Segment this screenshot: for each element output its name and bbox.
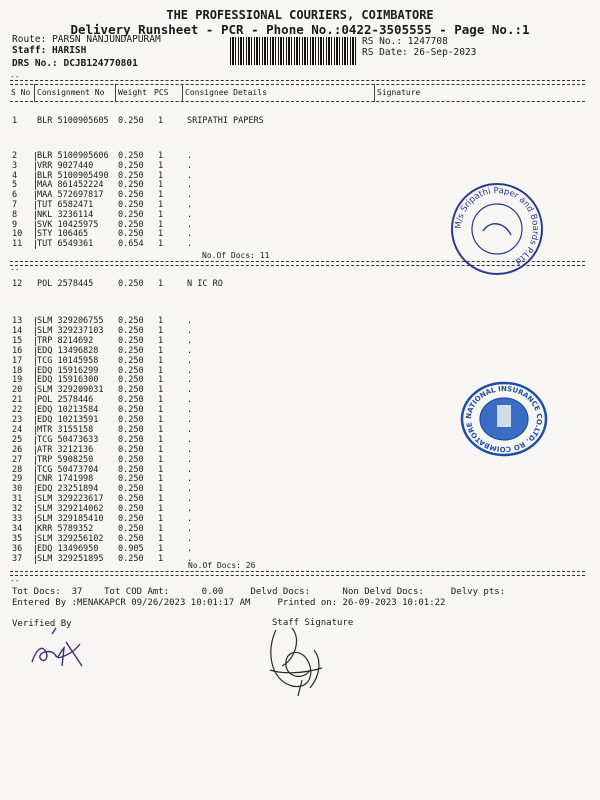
rs-date: RS Date: 26-Sep-2023 — [362, 47, 477, 58]
pcs: 1 — [158, 279, 164, 289]
runsheet-subtitle: Delivery Runsheet - PCR - Phone No.:0422-3505555 - Page No.:1 — [70, 22, 530, 37]
col-weight: Weight — [118, 88, 147, 97]
pcs: 1 — [158, 454, 164, 465]
consignee: . — [187, 190, 193, 201]
weight: 0.250 — [118, 190, 144, 201]
consignment-no: SLM 329223617 — [37, 494, 104, 505]
row-marker — [35, 456, 36, 465]
pcs: 1 — [158, 365, 164, 376]
sno: 8 — [12, 209, 18, 220]
company-stamp — [428, 160, 547, 283]
row-marker — [35, 475, 36, 484]
pcs: 1 — [158, 494, 164, 505]
weight: 0.250 — [118, 464, 144, 475]
pcs: 1 — [158, 385, 164, 396]
consignment-no: EDQ 10213591 — [37, 415, 99, 425]
consignment-no: SLM 329256102 — [37, 533, 104, 544]
sno: 3 — [12, 160, 18, 171]
pcs: 1 — [158, 190, 164, 201]
consignment-no: BLR 5100905606 — [37, 151, 109, 161]
pcs: 1 — [158, 395, 164, 406]
row-marker — [35, 495, 36, 504]
row-marker — [35, 327, 36, 336]
consignment-no: EDQ 23251894 — [37, 484, 99, 495]
consignment-no: CNR 1741998 — [37, 474, 94, 485]
consignment-no: NKL 3236114 — [37, 209, 94, 220]
row-marker — [35, 376, 36, 385]
sno: 13 — [12, 316, 23, 326]
row-marker — [35, 240, 36, 249]
weight: 0.250 — [118, 514, 144, 524]
weight: 0.250 — [118, 209, 144, 220]
company-stamp-text: M/s Sripathi Paper and Boards P.Ltd — [454, 185, 541, 267]
sno: 24 — [12, 424, 23, 435]
consignee: . — [187, 180, 193, 191]
consignee: . — [187, 219, 193, 230]
sno: 18 — [12, 365, 23, 376]
row-marker — [35, 535, 36, 544]
row-marker — [35, 191, 36, 200]
barcode — [230, 37, 356, 65]
consignment-no: VRR 9027440 — [37, 160, 94, 171]
sno: 9 — [12, 219, 18, 230]
row-marker — [35, 466, 36, 475]
col-divider — [374, 84, 375, 102]
row-marker — [35, 211, 36, 220]
col-consignee: Consignee Details — [185, 88, 267, 97]
weight: 0.250 — [118, 504, 144, 515]
weight: 0.250 — [118, 180, 144, 191]
consignment-no: TCG 10145958 — [37, 355, 99, 366]
sno: 19 — [12, 375, 23, 386]
row-marker — [35, 221, 36, 230]
consignee: . — [187, 434, 193, 445]
sno: 20 — [12, 385, 23, 396]
sno: 28 — [12, 464, 23, 475]
sno: 10 — [12, 229, 23, 240]
pcs: 1 — [158, 170, 164, 181]
group-separator — [10, 571, 585, 576]
weight: 0.250 — [118, 116, 144, 126]
consignment-no: SLM 329185410 — [37, 514, 104, 524]
weight: 0.250 — [118, 365, 144, 376]
weight: 0.250 — [118, 484, 144, 495]
consignment-no: KRR 5789352 — [37, 523, 94, 534]
drs-number: DRS No.: DCJB124770801 — [12, 58, 138, 69]
row-marker — [35, 416, 36, 425]
weight: 0.250 — [118, 316, 144, 326]
consignment-no: EDQ 15916299 — [37, 365, 99, 376]
pcs: 1 — [158, 325, 164, 336]
sno: 37 — [12, 553, 23, 564]
totals-line: Tot Docs: 37 Tot COD Amt: 0.00 Delvd Docs: Non Delvd Docs: Delvy pts: — [12, 587, 506, 597]
consignee: . — [187, 170, 193, 181]
consignee: . — [187, 543, 193, 554]
pcs: 1 — [158, 200, 164, 210]
consignment-no: TCG 50473633 — [37, 434, 99, 445]
row-marker — [35, 201, 36, 210]
consignee: . — [187, 160, 193, 171]
consignment-no: TRP 8214692 — [37, 335, 94, 346]
group2-docs-count: No.Of Docs: 26 — [188, 561, 256, 570]
pcs: 1 — [158, 316, 164, 326]
row-marker — [35, 386, 36, 395]
col-divider — [115, 84, 116, 102]
verifier-signature — [22, 622, 102, 672]
consignment-no: EDQ 15916300 — [37, 375, 99, 386]
header-rule — [10, 80, 585, 85]
group1-docs-count: No.Of Docs: 11 — [202, 251, 270, 260]
weight: 0.250 — [118, 424, 144, 435]
col-signature: Signature — [377, 88, 421, 97]
consignee: . — [187, 405, 193, 416]
row-marker — [35, 337, 36, 346]
consignment-no: ATR 3212136 — [37, 444, 94, 455]
sno: 32 — [12, 504, 23, 515]
pcs: 1 — [158, 523, 164, 534]
consignment-no: STY 106465 — [37, 229, 89, 240]
sno: 16 — [12, 345, 23, 356]
weight: 0.250 — [118, 405, 144, 416]
col-sno: S No — [11, 88, 31, 97]
pcs: 1 — [158, 484, 164, 495]
row-marker — [35, 181, 36, 190]
pcs: 1 — [158, 464, 164, 475]
weight: 0.654 — [118, 239, 144, 250]
consignee: . — [187, 454, 193, 465]
consignment-no: SLM 329209031 — [37, 385, 104, 396]
weight: 0.250 — [118, 325, 144, 336]
consignee: . — [187, 229, 193, 240]
weight: 0.250 — [118, 415, 144, 425]
pcs: 1 — [158, 209, 164, 220]
pcs: 1 — [158, 355, 164, 366]
weight: 0.250 — [118, 151, 144, 161]
sno: 11 — [12, 239, 23, 250]
row-marker — [35, 357, 36, 366]
row-marker — [35, 230, 36, 239]
pcs: 1 — [158, 151, 164, 161]
pcs: 1 — [158, 116, 164, 126]
weight: 0.250 — [118, 444, 144, 455]
consignee: . — [187, 395, 193, 406]
pcs: 1 — [158, 434, 164, 445]
weight: 0.250 — [118, 219, 144, 230]
sno: 36 — [12, 543, 23, 554]
col-divider — [34, 84, 35, 102]
sno: 15 — [12, 335, 23, 346]
row-marker — [35, 396, 36, 405]
consignment-no: EDQ 10213584 — [37, 405, 99, 416]
sno: 22 — [12, 405, 23, 416]
consignee: . — [187, 385, 193, 396]
row-marker — [35, 485, 36, 494]
consignee: . — [187, 484, 193, 495]
sno: 29 — [12, 474, 23, 485]
consignee: . — [187, 200, 193, 210]
consignment-no: BLR 5100905605 — [37, 116, 109, 126]
pcs: 1 — [158, 474, 164, 485]
pcs: 1 — [158, 219, 164, 230]
consignee: . — [187, 345, 193, 356]
sno: 26 — [12, 444, 23, 455]
sno: 5 — [12, 180, 18, 191]
sno: 12 — [12, 279, 23, 289]
col-divider — [182, 84, 183, 102]
consignment-no: BLR 5100905490 — [37, 170, 109, 181]
consignee: . — [187, 209, 193, 220]
sno: 21 — [12, 395, 23, 406]
consignment-no: TUT 6549361 — [37, 239, 94, 250]
insurance-stamp-text: NATIONAL INSURANCE CO.LTD. RO COIMBATORE — [465, 384, 544, 454]
consignee: . — [187, 365, 193, 376]
weight: 0.250 — [118, 200, 144, 210]
consignment-no: MAA 572697817 — [37, 190, 104, 201]
row-marker — [35, 347, 36, 356]
consignment-no: SVK 10425975 — [37, 219, 99, 230]
dash-marker: -- — [10, 72, 20, 81]
pcs: 1 — [158, 335, 164, 346]
company-title: THE PROFESSIONAL COURIERS, COIMBATORE — [166, 8, 434, 22]
pcs: 1 — [158, 504, 164, 515]
weight: 0.250 — [118, 494, 144, 505]
sno: 4 — [12, 170, 18, 181]
sno: 6 — [12, 190, 18, 201]
consignment-no: SLM 329214062 — [37, 504, 104, 515]
sno: 2 — [12, 151, 18, 161]
pcs: 1 — [158, 424, 164, 435]
route: Route: PARSN NANJUNDAPURAM — [12, 34, 161, 45]
weight: 0.250 — [118, 279, 144, 289]
consignee: SRIPATHI PAPERS — [187, 116, 264, 126]
sno: 25 — [12, 434, 23, 445]
verified-by-label: Verified By — [12, 619, 72, 629]
consignee: . — [187, 553, 193, 564]
consignee: . — [187, 494, 193, 505]
consignee: . — [187, 415, 193, 425]
consignee: . — [187, 474, 193, 485]
row-marker — [35, 505, 36, 514]
sno: 14 — [12, 325, 23, 336]
header-bottom-rule — [10, 101, 585, 102]
consignee: . — [187, 514, 193, 524]
pcs: 1 — [158, 415, 164, 425]
staff-signature — [262, 620, 342, 700]
dash-marker: -- — [10, 265, 20, 274]
col-pcs: PCS — [154, 88, 169, 97]
pcs: 1 — [158, 553, 164, 564]
consignment-no: MTR 3155158 — [37, 424, 94, 435]
consignee: . — [187, 355, 193, 366]
row-marker — [35, 162, 36, 171]
consignee: . — [187, 375, 193, 386]
consignment-no: POL 2578445 — [37, 279, 94, 289]
consignee: N IC RO — [187, 279, 223, 289]
consignee: . — [187, 151, 193, 161]
consignee: . — [187, 424, 193, 435]
consignment-no: MAA 861452224 — [37, 180, 104, 191]
sno: 31 — [12, 494, 23, 505]
consignment-no: POL 2578446 — [37, 395, 94, 406]
consignment-no: TCG 50473704 — [37, 464, 99, 475]
weight: 0.250 — [118, 474, 144, 485]
consignee: . — [187, 325, 193, 336]
rs-number: RS No.: 1247708 — [362, 36, 448, 47]
sno: 27 — [12, 454, 23, 465]
sno: 33 — [12, 514, 23, 524]
weight: 0.250 — [118, 229, 144, 240]
weight: 0.250 — [118, 434, 144, 445]
weight: 0.250 — [118, 385, 144, 396]
consignment-no: TUT 6582471 — [37, 200, 94, 210]
col-consignment: Consignment No — [37, 88, 105, 97]
weight: 0.250 — [118, 335, 144, 346]
row-marker — [35, 367, 36, 376]
weight: 0.250 — [118, 553, 144, 564]
weight: 0.250 — [118, 533, 144, 544]
pcs: 1 — [158, 345, 164, 356]
staff-signature-label: Staff Signature — [272, 618, 354, 628]
row-marker — [35, 515, 36, 524]
row-marker — [35, 406, 36, 415]
row-marker — [35, 446, 36, 455]
consignee: . — [187, 533, 193, 544]
pcs: 1 — [158, 514, 164, 524]
consignee: . — [187, 444, 193, 455]
row-marker — [35, 436, 36, 445]
consignee: . — [187, 464, 193, 475]
consignee: . — [187, 335, 193, 346]
consignment-no: SLM 329251895 — [37, 553, 104, 564]
sno: 34 — [12, 523, 23, 534]
sno: 35 — [12, 533, 23, 544]
row-marker — [35, 152, 36, 161]
insurance-stamp — [440, 360, 549, 463]
staff: Staff: HARISH — [12, 45, 87, 56]
dash-marker: -- — [10, 576, 20, 585]
consignment-no: EDQ 13496828 — [37, 345, 99, 356]
row-marker — [35, 426, 36, 435]
consignee: . — [187, 504, 193, 515]
consignment-no: SLM 329237103 — [37, 325, 104, 336]
pcs: 1 — [158, 533, 164, 544]
consignment-no: TRP 5908250 — [37, 454, 94, 465]
pcs: 1 — [158, 543, 164, 554]
consignment-no: EDQ 13496950 — [37, 543, 99, 554]
sno: 1 — [12, 116, 18, 126]
row-marker — [35, 525, 36, 534]
row-marker — [35, 172, 36, 181]
pcs: 1 — [158, 405, 164, 416]
consignee: . — [187, 316, 193, 326]
weight: 0.250 — [118, 345, 144, 356]
pcs: 1 — [158, 375, 164, 386]
pcs: 1 — [158, 444, 164, 455]
pcs: 1 — [158, 180, 164, 191]
consignee: . — [187, 523, 193, 534]
row-marker — [35, 545, 36, 554]
weight: 0.250 — [118, 375, 144, 386]
pcs: 1 — [158, 160, 164, 171]
weight: 0.250 — [118, 395, 144, 406]
sno: 30 — [12, 484, 23, 495]
sno: 23 — [12, 415, 23, 425]
weight: 0.250 — [118, 523, 144, 534]
pcs: 1 — [158, 239, 164, 250]
consignment-no: SLM 329206755 — [37, 316, 104, 326]
weight: 0.250 — [118, 160, 144, 171]
consignee: . — [187, 239, 193, 250]
weight: 0.250 — [118, 170, 144, 181]
weight: 0.905 — [118, 543, 144, 554]
weight: 0.250 — [118, 454, 144, 465]
weight: 0.250 — [118, 355, 144, 366]
sno: 7 — [12, 200, 18, 210]
sno: 17 — [12, 355, 23, 366]
pcs: 1 — [158, 229, 164, 240]
row-marker — [35, 317, 36, 326]
entered-by-line: Entered By :MENAKAPCR 09/26/2023 10:01:17 AM Printed on: 26-09-2023 10:01:22 — [12, 598, 446, 608]
row-marker — [35, 555, 36, 564]
